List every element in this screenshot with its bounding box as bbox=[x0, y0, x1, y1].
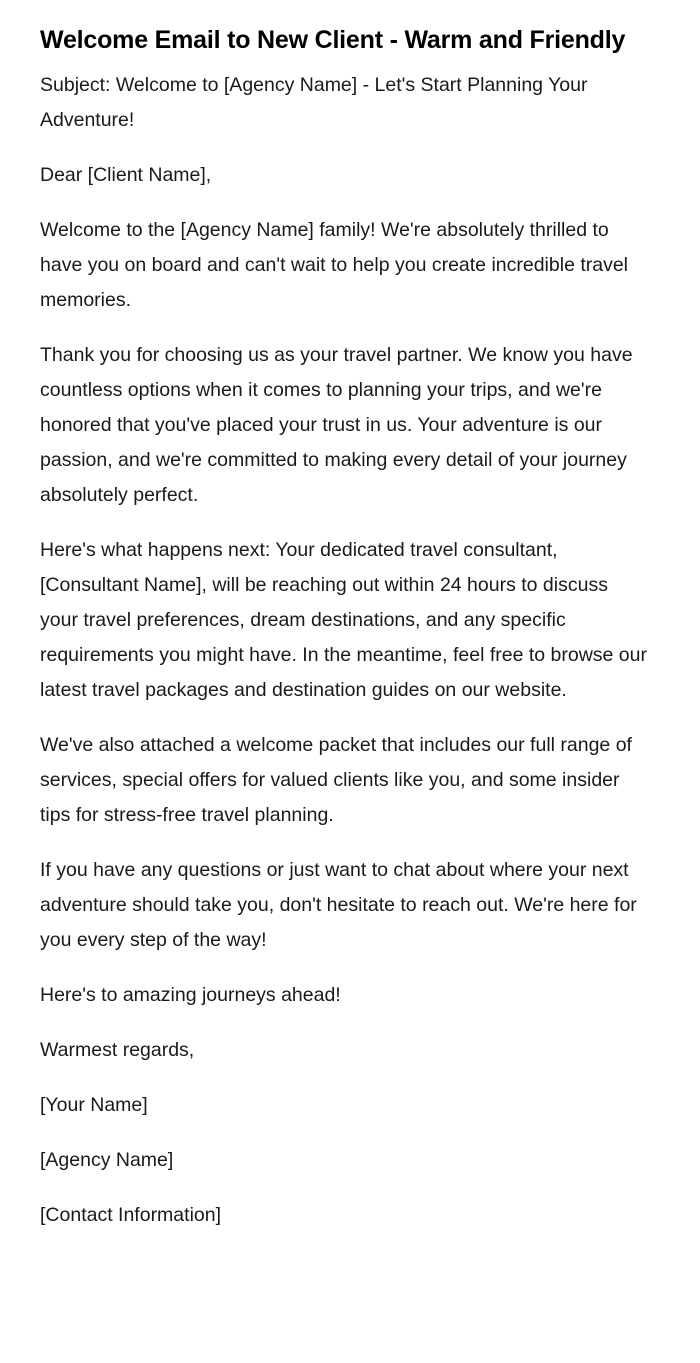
email-paragraph-welcome: Welcome to the [Agency Name] family! We're absolutely thrilled to have you on board and can't wait to help you create incredible travel memories. bbox=[40, 219, 629, 311]
email-greeting: Dear [Client Name], bbox=[40, 164, 212, 186]
email-paragraph-next-steps: Here's what happens next: Your dedicated travel consultant, [Consultant Name], will be reaching out within 24 hours to discuss your travel preferences, dream destinations, and any specific requirements you might have. In the meantime, feel free to browse our latest travel packages and destination guides on our website. bbox=[40, 539, 647, 701]
signature-contact: [Contact Information] bbox=[40, 1204, 222, 1226]
email-paragraph-send-off: Here's to amazing journeys ahead! bbox=[40, 984, 341, 1006]
email-paragraph-questions: If you have any questions or just want to chat about where your next adventure should take you, don't hesitate to reach out. We're here for you every step of the way! bbox=[40, 859, 637, 951]
signature-agency: [Agency Name] bbox=[40, 1149, 174, 1171]
document-page bbox=[40, 18, 650, 1253]
email-paragraph-welcome-packet: We've also attached a welcome packet that includes our full range of services, special offers for valued clients like you, and some insider tips for stress-free travel planning. bbox=[40, 734, 632, 826]
document-title: Welcome Email to New Client - Warm and Friendly bbox=[40, 26, 626, 54]
email-subject: Subject: Welcome to [Agency Name] - Let's Start Planning Your Adventure! bbox=[40, 74, 588, 131]
signature-name: [Your Name] bbox=[40, 1094, 148, 1116]
email-closing: Warmest regards, bbox=[40, 1039, 195, 1061]
email-paragraph-thanks: Thank you for choosing us as your travel partner. We know you have countless options when it comes to planning your trips, and we're honored that you've placed your trust in us. Your adventure is our passion, and we're committed to making every detail of your journey absolutely perfect. bbox=[40, 344, 633, 506]
